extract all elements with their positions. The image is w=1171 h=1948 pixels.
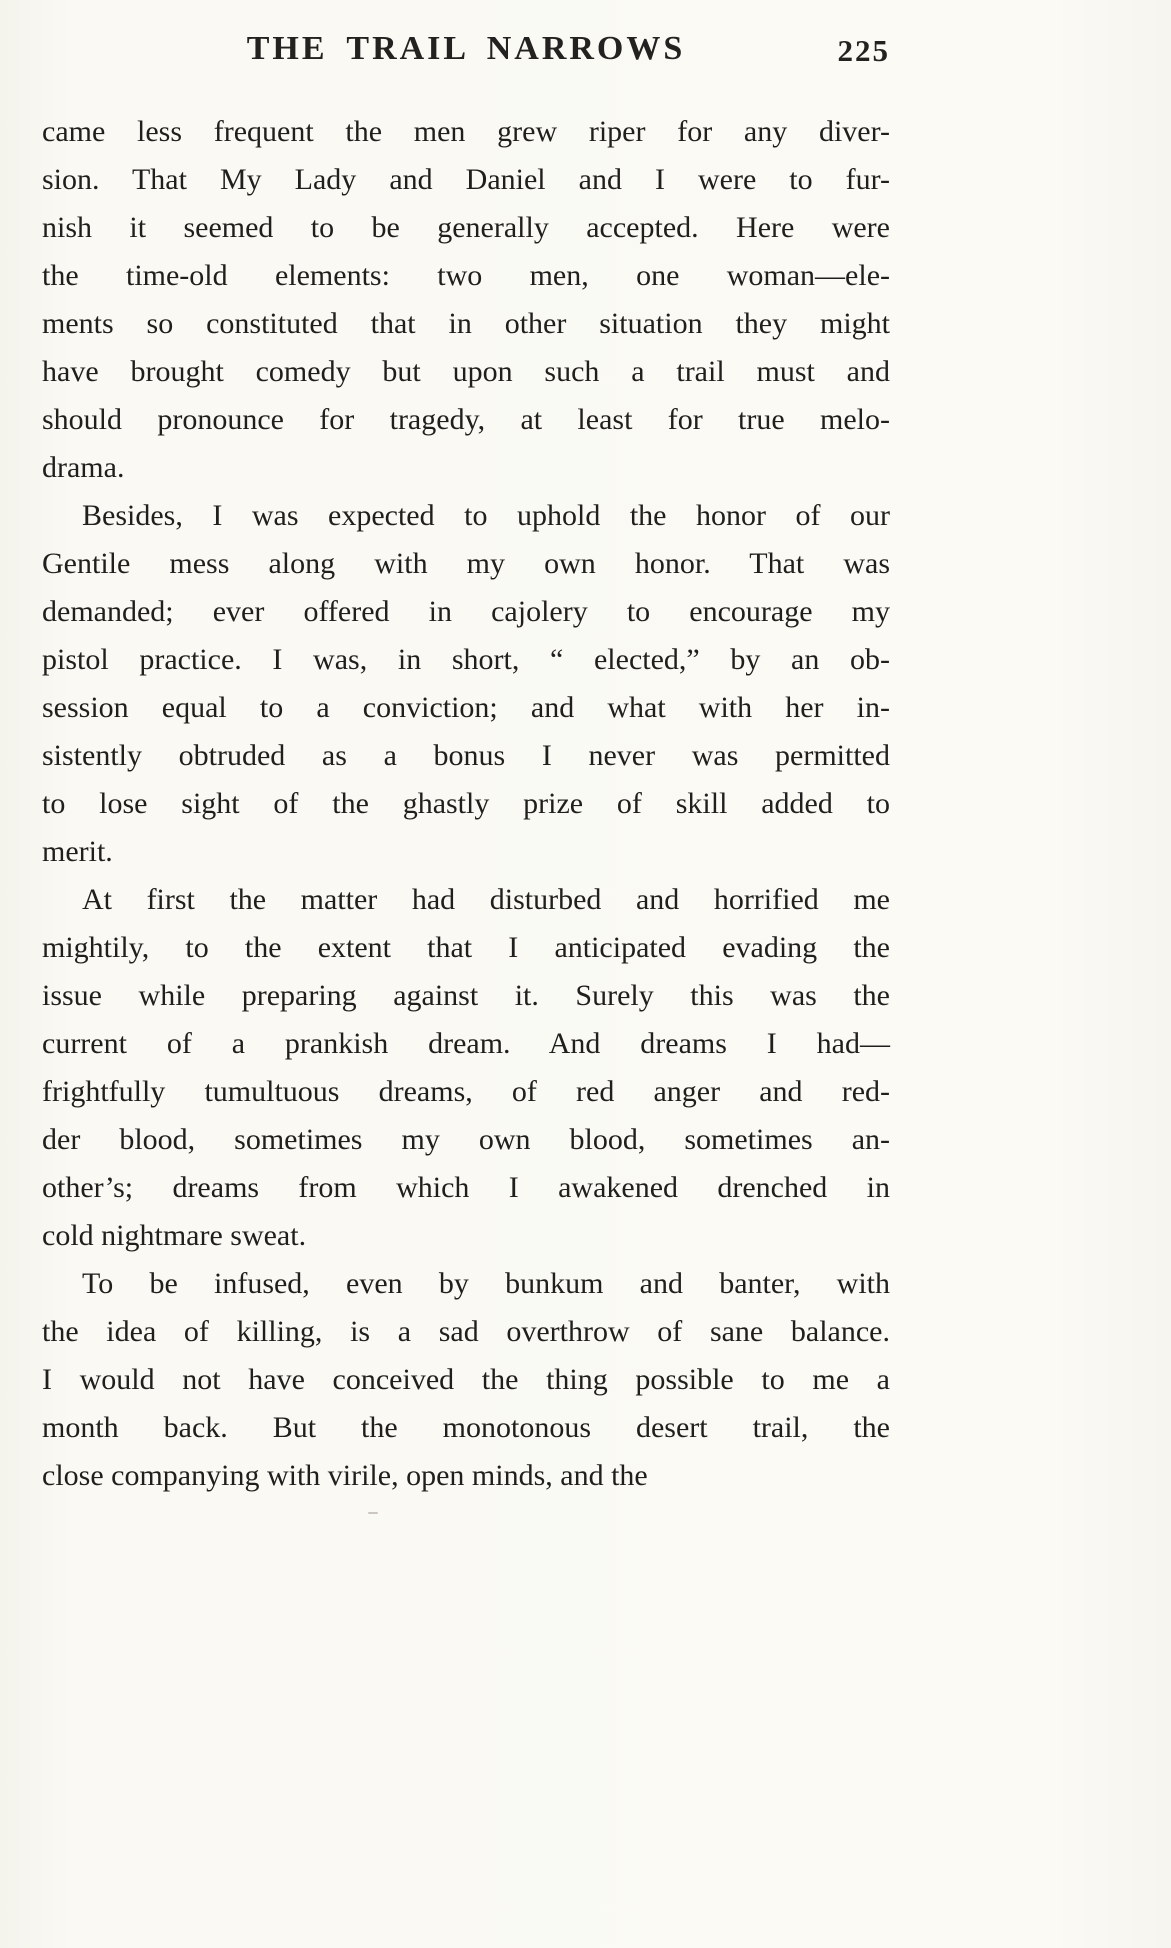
text-line: nish it seemed to be generally accepted. Here were [42,211,890,244]
text-line: der blood, sometimes my own blood, sometimes an- [42,1123,890,1156]
text-line: the time-old elements: two men, one woman—ele- [42,259,890,292]
text-line: sion. That My Lady and Daniel and I were to fur- [42,163,890,196]
text-line: merit. [42,835,113,868]
text-line: To be infused, even by bunkum and banter, with [82,1267,890,1300]
text-line: Gentile mess along with my own honor. That was [42,547,890,580]
page-number: 225 [837,33,890,68]
text-line: drama. [42,451,125,484]
text-line: I would not have conceived the thing possible to me a [42,1363,890,1396]
text-line: came less frequent the men grew riper for any diver- [42,115,890,148]
text-line: Besides, I was expected to uphold the honor of our [82,499,890,532]
text-line: issue while preparing against it. Surely this was the [42,979,890,1012]
text-line: should pronounce for tragedy, at least for true melo- [42,403,890,436]
text-line: mightily, to the extent that I anticipated evading the [42,931,890,964]
text-line: session equal to a conviction; and what with her in- [42,691,890,724]
text-line: to lose sight of the ghastly prize of skill added to [42,787,890,820]
text-line: demanded; ever offered in cajolery to encourage my [42,595,890,628]
text-line: frightfully tumultuous dreams, of red anger and red- [42,1075,890,1108]
text-line: pistol practice. I was, in short, “ elected,” by an ob- [42,643,890,676]
scan-artifact [368,1512,378,1514]
text-line: the idea of killing, is a sad overthrow of sane balance. [42,1315,890,1348]
page-header [42,30,890,82]
text-line: current of a prankish dream. And dreams I had— [42,1027,890,1060]
text-line: cold nightmare sweat. [42,1219,307,1252]
text-line: other’s; dreams from which I awakened drenched in [42,1171,890,1204]
text-line: close companying with virile, open minds, and the [42,1459,648,1492]
running-title: THE TRAIL NARROWS [246,30,686,67]
text-line: At first the matter had disturbed and horrified me [82,883,890,916]
text-line: ments so constituted that in other situation they might [42,307,890,340]
text-line: month back. But the monotonous desert trail, the [42,1411,890,1444]
body-text [42,108,890,1500]
text-line: sistently obtruded as a bonus I never was permitted [42,739,890,772]
text-line: have brought comedy but upon such a trail must and [42,355,890,388]
